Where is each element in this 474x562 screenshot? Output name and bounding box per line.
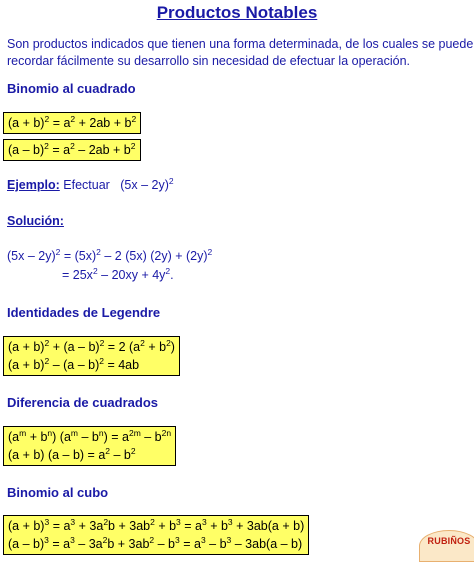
solution-label: Solución: bbox=[7, 214, 64, 228]
legendre-identity-2: $(a + b)^2 - (a - b)^2 = 4ab$ bbox=[8, 356, 140, 372]
example-label: Ejemplo: bbox=[7, 178, 60, 192]
formula-box-legendre bbox=[3, 336, 180, 376]
diferencia-identity-2: (a + b) $(a - b) = a^2 - b^2$ bbox=[8, 446, 136, 462]
legendre-identity-1: $(a + b)^2 + (a - b)^2 = 2$ $(a^2 + b^2)$ bbox=[8, 338, 175, 354]
example-line bbox=[7, 178, 174, 192]
example-expression: (5x – 2y)$^2$ bbox=[113, 176, 174, 192]
rubinos-logo bbox=[419, 530, 474, 562]
formula-box-cubo bbox=[3, 515, 309, 555]
intro-paragraph bbox=[7, 36, 474, 70]
heading-binomio-cubo: Binomio al cubo bbox=[7, 485, 109, 500]
formula-box-diferencia bbox=[3, 426, 176, 466]
solution-step-2: = $25x^2 - 20xy + 4y^2$. bbox=[62, 266, 174, 282]
diferencia-identity-1: $(a^m + b^n)$ $(a^m - b^n) = a^{2m} - b^{2n}$ bbox=[8, 428, 172, 444]
formula-box-square-sum: $(a + b)^2 = a^2 + 2ab + b^2$ bbox=[3, 112, 141, 134]
solution-step-1: $(5x - 2y)^2 = (5x)^2 - 2$ (5x) $(2y) + (2y)^2$ bbox=[7, 247, 213, 263]
intro-line-2: recordar fácilmente su desarrollo sin necesidad de efectuar la operación. bbox=[7, 54, 411, 68]
cubo-identity-1: $(a + b)^3 = a^3 + 3a^2b + 3ab^2 + b^3 = a^3 + b^3 + 3ab(a + b)$ bbox=[8, 517, 305, 533]
solution-label-line bbox=[7, 214, 64, 228]
formula-box-square-diff: $(a - b)^2 = a^2 - 2ab + b^2$ bbox=[3, 139, 141, 161]
intro-line-1: Son productos indicados que tienen una forma determinada, de los cuales se puede bbox=[7, 37, 474, 51]
page-title: Productos Notables bbox=[156, 3, 318, 22]
heading-diferencia: Diferencia de cuadrados bbox=[7, 395, 158, 410]
cubo-identity-2: $(a - b)^3 = a^3 - 3a^2b + 3ab^2 - b^3 = a^3 - b^3 - 3ab(a - b)$ bbox=[8, 535, 303, 551]
logo-text: RUBIÑOS bbox=[427, 536, 471, 546]
heading-legendre: Identidades de Legendre bbox=[7, 305, 161, 320]
heading-binomio-cuadrado: Binomio al cuadrado bbox=[7, 81, 136, 96]
example-text: Efectuar bbox=[63, 178, 110, 192]
